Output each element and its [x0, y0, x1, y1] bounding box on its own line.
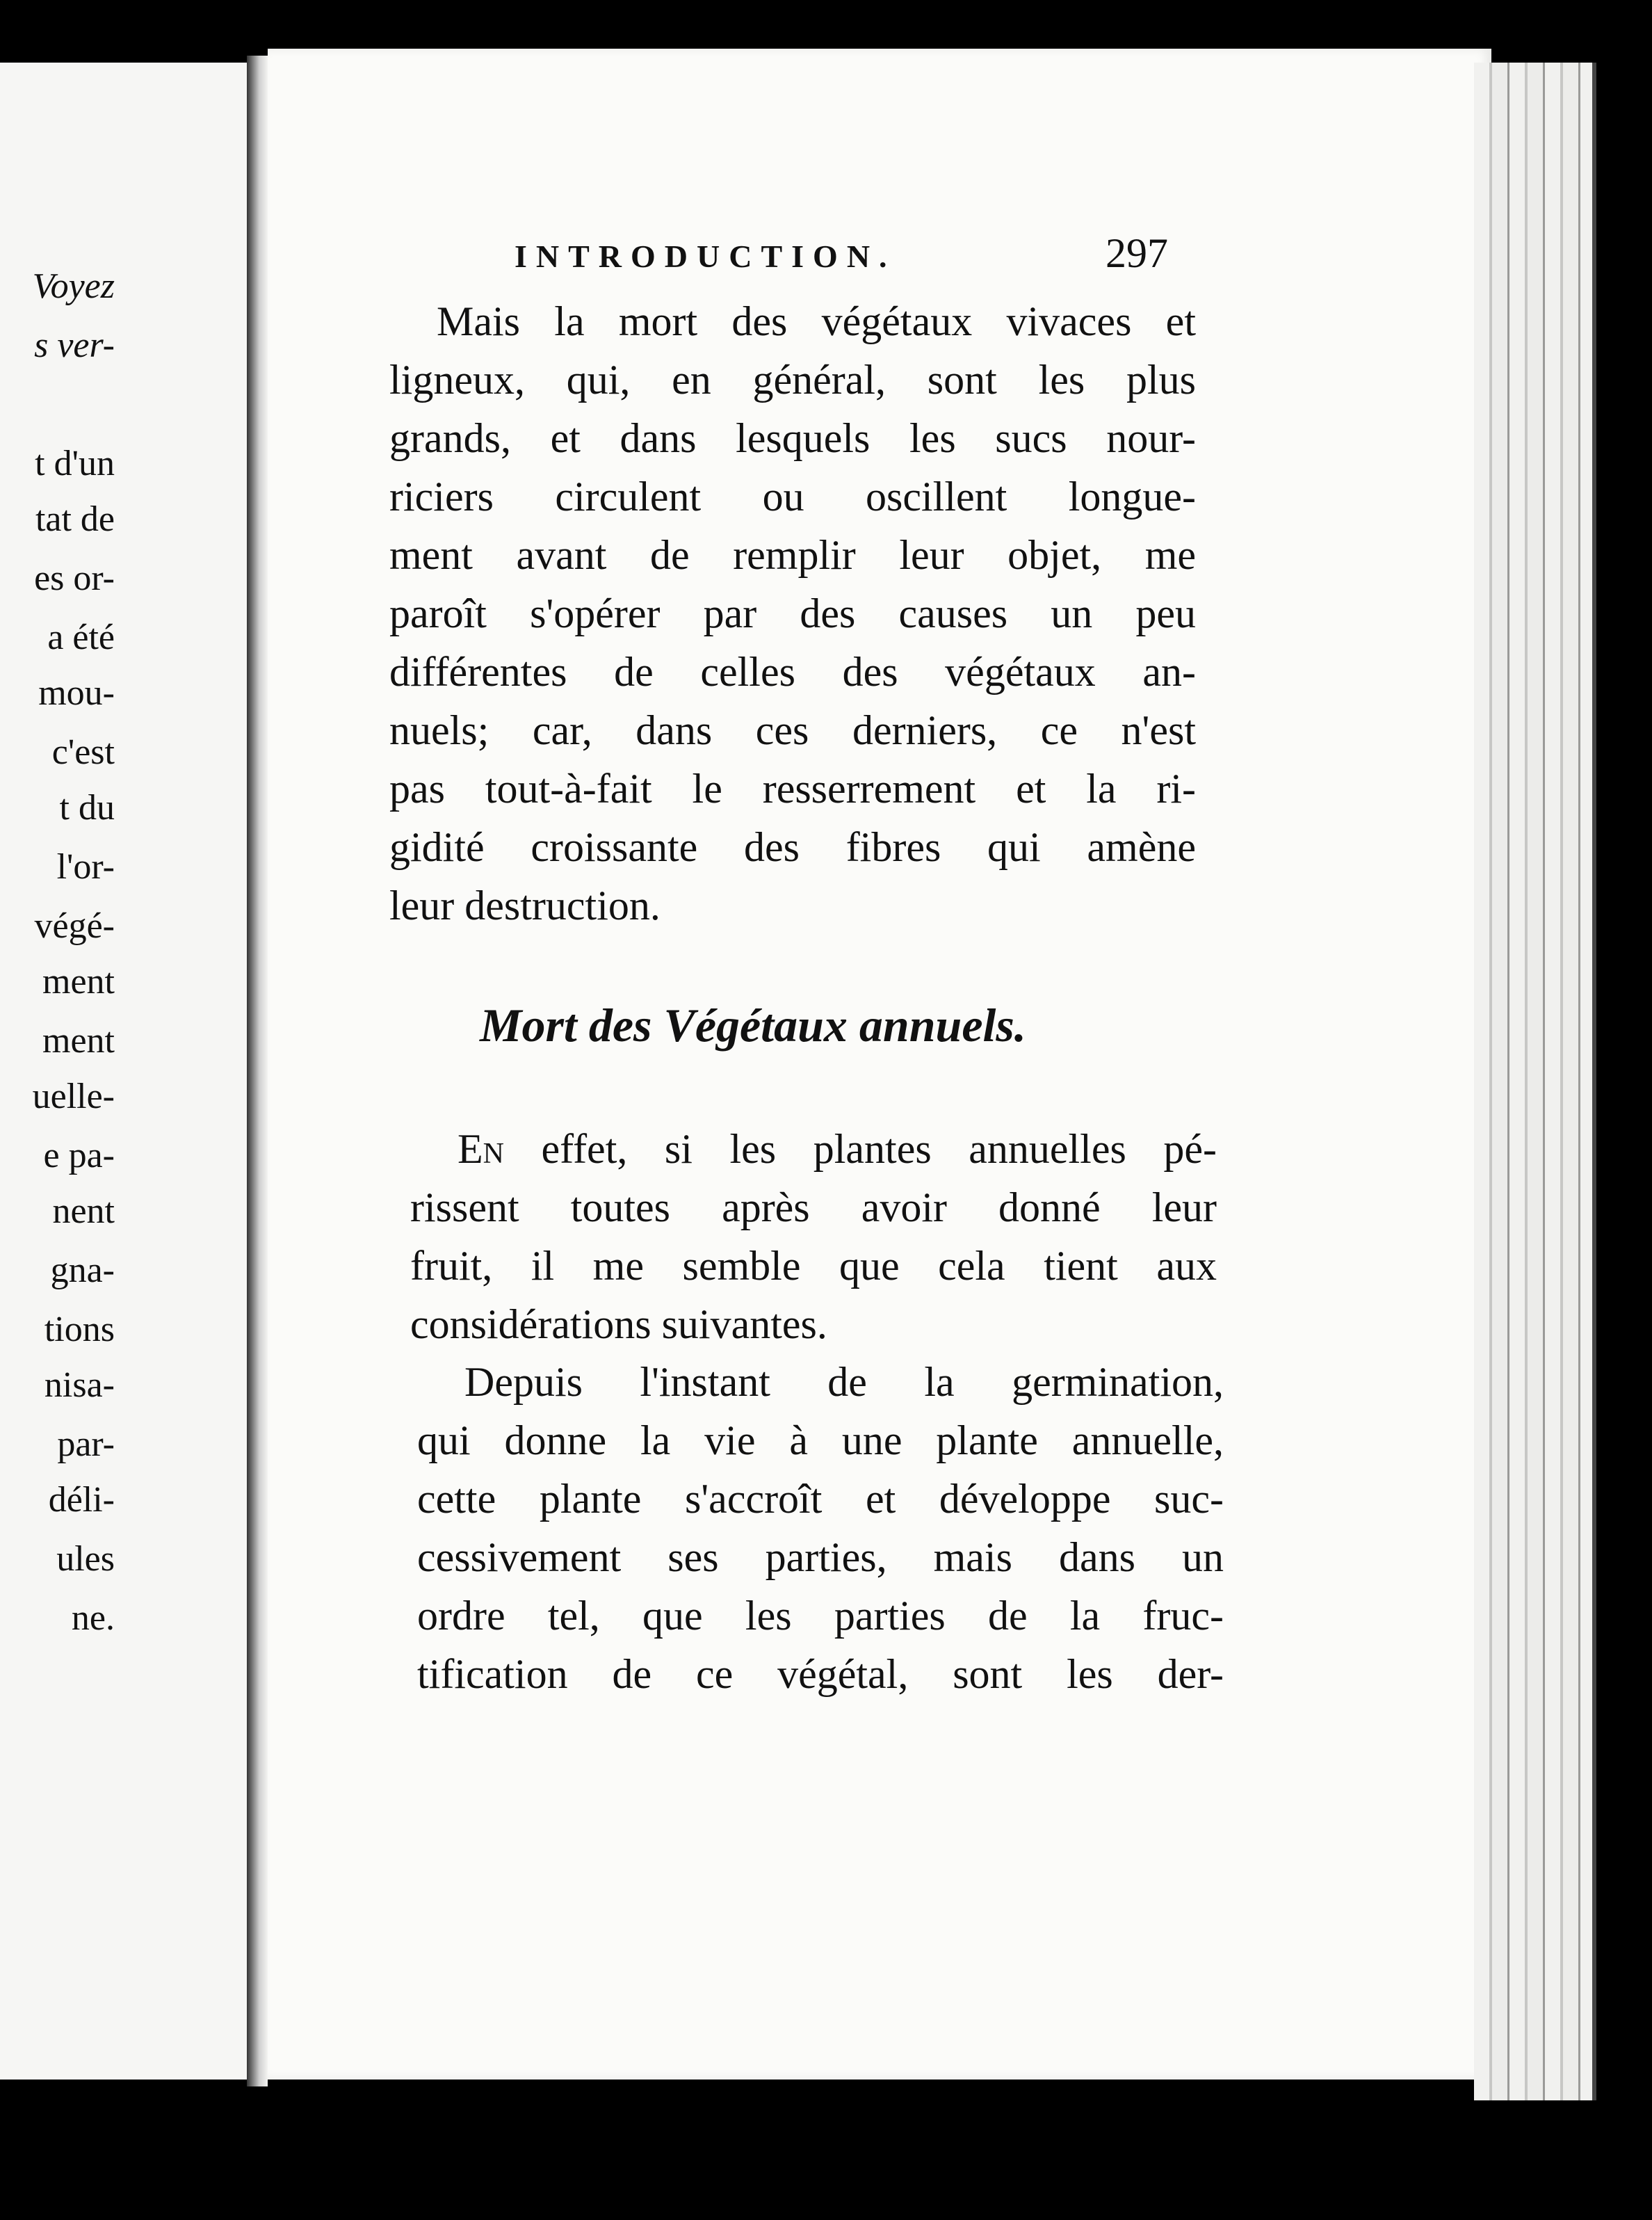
- text-line: ligneux, qui, en général, sont les plus: [389, 357, 1196, 403]
- left-page-line: mou-: [38, 673, 115, 713]
- left-page: [0, 63, 251, 2080]
- text-line: paroît s'opérer par des causes un peu: [389, 590, 1196, 636]
- book-gutter: [247, 56, 268, 2086]
- text-line: leur destruction.: [389, 883, 661, 928]
- drop-word: En: [457, 1126, 504, 1172]
- left-page-line: Voyez: [32, 266, 115, 306]
- paragraph-2: [410, 1120, 1217, 1353]
- text-line: grands, et dans lesquels les sucs nour-: [389, 415, 1196, 461]
- text-line: qui donne la vie à une plante annuelle,: [417, 1417, 1224, 1463]
- page-number: 297: [1106, 230, 1168, 276]
- left-page-line: ules: [56, 1539, 115, 1579]
- left-page-line: a été: [47, 618, 115, 657]
- text-line: différentes de celles des végétaux an-: [389, 649, 1196, 695]
- text-line: ordre tel, que les parties de la fruc-: [417, 1593, 1224, 1639]
- text-line: [410, 1120, 1217, 1178]
- paragraph-1: [389, 292, 1196, 935]
- text-line: gidité croissante des fibres qui amène: [389, 824, 1196, 870]
- text-line: tification de ce végétal, sont les der-: [417, 1651, 1224, 1697]
- left-page-line: l'or-: [56, 847, 115, 887]
- left-page-line: s ver-: [34, 325, 115, 365]
- text-line: ment avant de remplir leur objet, me: [389, 532, 1196, 578]
- left-page-line: es or-: [34, 558, 115, 598]
- left-page-line: nisa-: [44, 1365, 115, 1405]
- left-page-line: tat de: [35, 499, 115, 539]
- left-page-line: ment: [42, 1021, 115, 1061]
- page-edges: [1474, 63, 1596, 2100]
- left-page-line: t d'un: [35, 444, 115, 483]
- left-page-line: ment: [42, 962, 115, 1002]
- text-line: fruit, il me semble que cela tient aux: [410, 1243, 1217, 1289]
- paragraph-3: [417, 1353, 1224, 1703]
- section-heading: Mort des Végétaux annuels.: [480, 999, 1026, 1052]
- running-head-title: INTRODUCTION.: [515, 239, 896, 274]
- left-page-line: uelle-: [32, 1077, 115, 1116]
- left-page-line: t du: [59, 788, 115, 828]
- text-line: nuels; car, dans ces derniers, ce n'est: [389, 707, 1196, 753]
- left-page-line: ne.: [71, 1598, 115, 1638]
- left-page-line: tions: [44, 1310, 115, 1349]
- text-line-rest: effet, si les plantes annuelles pé-: [503, 1126, 1217, 1172]
- running-head: [515, 230, 1168, 285]
- left-page-line: c'est: [51, 732, 115, 772]
- text-line: cette plante s'accroît et développe suc-: [417, 1476, 1224, 1522]
- text-line: Depuis l'instant de la germination,: [464, 1359, 1224, 1405]
- text-line: Mais la mort des végétaux vivaces et: [437, 298, 1196, 344]
- left-page-line: déli-: [48, 1480, 115, 1520]
- text-line: cessivement ses parties, mais dans un: [417, 1534, 1224, 1580]
- left-page-line: gna-: [50, 1250, 115, 1290]
- left-page-line: par-: [57, 1424, 115, 1464]
- text-line: pas tout-à-fait le resserrement et la ri-: [389, 766, 1196, 812]
- text-line: riciers circulent ou oscillent longue-: [389, 474, 1196, 520]
- left-page-line: e pa-: [43, 1136, 115, 1175]
- text-line: considérations suivantes.: [410, 1301, 827, 1347]
- left-page-line: nent: [52, 1191, 115, 1231]
- left-page-line: végé-: [34, 906, 115, 946]
- text-line: rissent toutes après avoir donné leur: [410, 1184, 1217, 1230]
